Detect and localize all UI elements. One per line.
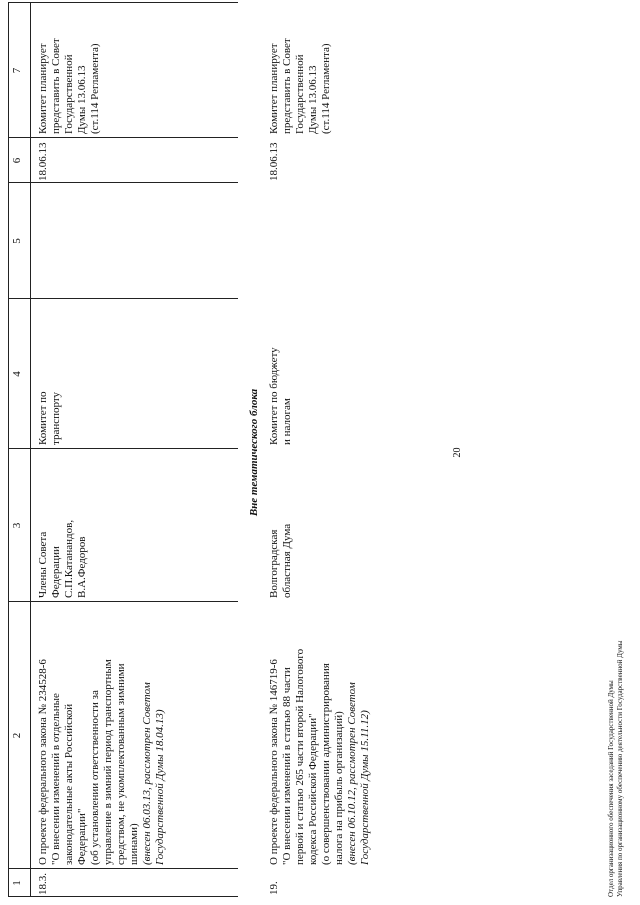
bill-title-line: законодательные акты Российской — [63, 703, 75, 865]
col-divider — [8, 448, 238, 449]
col-divider — [8, 137, 238, 138]
status-line: (ст.114 Регламента) — [320, 43, 332, 134]
section-heading: Вне тематического блока — [248, 388, 260, 517]
committee — [268, 347, 294, 445]
bill-title-line: (о совершенствовании администрирования — [320, 663, 332, 865]
initiator-line: С.П.Катанандов, — [63, 519, 75, 598]
bill-title-line: "О внесении изменений в отдельные — [50, 693, 62, 865]
committee-line: транспорту — [50, 392, 62, 445]
column-number: 7 — [11, 67, 23, 74]
column-number: 5 — [11, 238, 23, 244]
column-number: 1 — [11, 880, 23, 886]
status-line: Думы 13.06.13 — [76, 65, 88, 134]
status-line: Государственной — [294, 54, 306, 134]
initiator — [268, 524, 294, 598]
footer-line: Управления по организационному обеспечению деятельности Государственной Думы — [616, 640, 624, 897]
status — [268, 38, 333, 134]
status-line: Думы 13.06.13 — [307, 65, 319, 134]
row-number: 19. — [268, 881, 280, 895]
status-line: представить в Совет — [50, 38, 62, 134]
bill-title-line: налога на прибыль организаций) — [333, 711, 345, 865]
col-divider — [8, 298, 238, 299]
bill-title-line: первой и статью 265 части второй Налогового — [294, 648, 306, 865]
col-divider — [8, 868, 238, 869]
bill-note-line: (внесен 06.03.13, рассмотрен Советом — [141, 682, 153, 865]
status — [37, 38, 102, 134]
bill-title-line: О проекте федерального закона № 234528-6 — [37, 659, 49, 865]
date: 18.06.13 — [268, 142, 280, 181]
col-divider — [8, 182, 238, 183]
committee-line: Комитет по бюджету — [268, 347, 280, 445]
committee-line: и налогам — [281, 398, 293, 445]
bill-title-line: кодекса Российской Федерации" — [307, 713, 319, 865]
date: 18.06.13 — [37, 142, 49, 181]
status-line: представить в Совет — [281, 38, 293, 134]
column-number: 6 — [11, 157, 23, 164]
bill-title-line: управление в зимний период транспортным — [102, 659, 114, 865]
initiator-line: В.А.Федоров — [76, 536, 88, 598]
status-line: (ст.114 Регламента) — [89, 43, 101, 134]
footer-line: Отдел организационного обеспечения заседаний Государственной Думы — [607, 680, 615, 897]
initiator-line: Федерации — [50, 546, 62, 598]
initiator — [37, 520, 89, 598]
status-line: Государственной — [63, 54, 75, 134]
bill-description — [37, 659, 167, 865]
committee — [37, 391, 63, 445]
status-line: Комитет планирует — [268, 43, 280, 134]
initiator-line: Волгоградская — [268, 529, 280, 598]
bill-title-line: О проекте федерального закона № 146719-6 — [268, 659, 280, 865]
column-number: 3 — [11, 522, 23, 529]
bill-title-line: (об установлении ответственности за — [89, 690, 101, 865]
bill-note-line: Государственной Думы 18.04.13) — [154, 709, 166, 865]
bill-note-line: Государственной Думы 15.11.12) — [359, 710, 371, 865]
bill-title-line: средством, не укомплектованным зимними — [115, 663, 127, 865]
bill-title-line: Федерации" — [76, 808, 88, 865]
row-number: 18.3. — [37, 873, 49, 895]
page-number: 20 — [452, 447, 463, 458]
bill-title-line: шинами) — [128, 823, 140, 865]
bill-note-line: (внесен 06.10.12, рассмотрен Советом — [346, 682, 358, 865]
column-number: 4 — [11, 371, 23, 377]
initiator-line: областная Дума — [281, 523, 293, 598]
col-divider — [8, 601, 238, 602]
committee-line: Комитет по — [37, 391, 49, 445]
initiator-line: Члены Совета — [37, 531, 49, 598]
status-line: Комитет планирует — [37, 43, 49, 134]
column-number: 2 — [11, 732, 23, 739]
col-divider — [8, 2, 238, 3]
col-divider — [8, 896, 238, 897]
footer — [607, 641, 625, 897]
bill-title-line: "О внесении изменений в статью 88 части — [281, 667, 293, 865]
bill-description — [268, 649, 372, 865]
